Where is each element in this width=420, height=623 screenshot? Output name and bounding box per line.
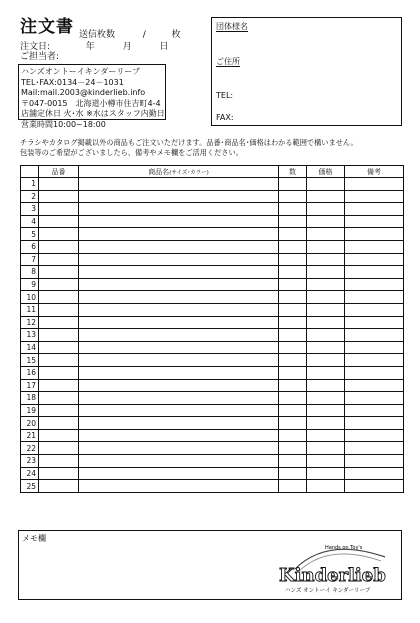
table-row: [21, 467, 404, 480]
qty-cell[interactable]: [279, 354, 307, 367]
remarks-cell[interactable]: [345, 392, 404, 405]
table-row: [21, 253, 404, 266]
row-number: 17: [21, 379, 39, 392]
qty-cell[interactable]: [279, 228, 307, 241]
year-label: 年: [85, 42, 95, 52]
fax-count-slash: /: [142, 30, 146, 40]
name-cell[interactable]: [79, 354, 279, 367]
remarks-cell[interactable]: [345, 341, 404, 354]
code-cell[interactable]: [39, 240, 79, 253]
memo-box: [18, 530, 402, 600]
row-number: 4: [21, 215, 39, 228]
name-cell[interactable]: [79, 178, 279, 191]
table-row: [21, 366, 404, 379]
qty-cell[interactable]: [279, 366, 307, 379]
price-cell[interactable]: [307, 316, 345, 329]
code-cell[interactable]: [39, 178, 79, 191]
customer-tel-label: TEL:: [216, 91, 234, 100]
remarks-cell[interactable]: [345, 480, 404, 493]
logo-tagline: Hands on Toy's: [325, 545, 363, 551]
row-number: 8: [21, 266, 39, 279]
code-cell[interactable]: [39, 404, 79, 417]
qty-cell[interactable]: [279, 215, 307, 228]
code-cell[interactable]: [39, 291, 79, 304]
row-number: 2: [21, 190, 39, 203]
code-cell[interactable]: [39, 467, 79, 480]
price-cell[interactable]: [307, 228, 345, 241]
code-cell[interactable]: [39, 429, 79, 442]
price-cell[interactable]: [307, 341, 345, 354]
order-note: [20, 138, 410, 158]
name-cell[interactable]: [79, 417, 279, 430]
code-cell[interactable]: [39, 417, 79, 430]
name-cell[interactable]: [79, 190, 279, 203]
price-cell[interactable]: [307, 329, 345, 342]
table-row: [21, 203, 404, 216]
fax-count-label: 送信枚数: [79, 30, 116, 40]
price-cell[interactable]: [307, 354, 345, 367]
fax-count-unit: 枚: [171, 30, 181, 40]
qty-cell[interactable]: [279, 190, 307, 203]
qty-cell[interactable]: [279, 266, 307, 279]
shop-closed-days: 店舗定休日 火･水 ※水はスタッフ内勤日: [21, 109, 165, 119]
table-row: [21, 417, 404, 430]
staff-label: ご担当者:: [20, 52, 60, 62]
table-row: [21, 354, 404, 367]
name-cell[interactable]: [79, 392, 279, 405]
qty-cell[interactable]: [279, 316, 307, 329]
qty-cell[interactable]: [279, 455, 307, 468]
table-row: [21, 266, 404, 279]
qty-cell[interactable]: [279, 329, 307, 342]
table-row: [21, 480, 404, 493]
qty-cell[interactable]: [279, 467, 307, 480]
code-cell[interactable]: [39, 266, 79, 279]
code-cell[interactable]: [39, 228, 79, 241]
table-row: [21, 429, 404, 442]
remarks-cell[interactable]: [345, 291, 404, 304]
name-cell[interactable]: [79, 442, 279, 455]
order-note-line: チラシやカタログ掲載以外の商品もご注文いただけます。品番･商品名･価格はわかる範囲で構いません。: [20, 138, 358, 147]
price-cell[interactable]: [307, 291, 345, 304]
code-cell[interactable]: [39, 303, 79, 316]
table-row: [21, 228, 404, 241]
price-cell[interactable]: [307, 467, 345, 480]
table-row: [21, 442, 404, 455]
row-number: 23: [21, 455, 39, 468]
qty-cell[interactable]: [279, 253, 307, 266]
shop-hours: 営業時間10:00~18:00: [21, 119, 106, 129]
row-number: 11: [21, 303, 39, 316]
remarks-cell[interactable]: [345, 429, 404, 442]
row-number: 3: [21, 203, 39, 216]
table-row: [21, 316, 404, 329]
name-cell[interactable]: [79, 316, 279, 329]
remarks-cell[interactable]: [345, 303, 404, 316]
code-cell[interactable]: [39, 480, 79, 493]
price-cell[interactable]: [307, 266, 345, 279]
remarks-cell[interactable]: [345, 354, 404, 367]
qty-cell[interactable]: [279, 392, 307, 405]
price-cell[interactable]: [307, 366, 345, 379]
table-row: [21, 240, 404, 253]
price-cell[interactable]: [307, 480, 345, 493]
qty-cell[interactable]: [279, 404, 307, 417]
customer-org-label: 団体様名: [216, 22, 248, 31]
price-cell[interactable]: [307, 429, 345, 442]
column-header-no: [21, 166, 39, 178]
code-cell[interactable]: [39, 278, 79, 291]
name-cell[interactable]: [79, 366, 279, 379]
code-cell[interactable]: [39, 442, 79, 455]
table-row: [21, 278, 404, 291]
code-cell[interactable]: [39, 253, 79, 266]
customer-info-box: [211, 17, 402, 126]
qty-cell[interactable]: [279, 341, 307, 354]
price-cell[interactable]: [307, 215, 345, 228]
code-cell[interactable]: [39, 190, 79, 203]
remarks-cell[interactable]: [345, 178, 404, 191]
table-row: [21, 303, 404, 316]
name-cell[interactable]: [79, 467, 279, 480]
remarks-cell[interactable]: [345, 253, 404, 266]
qty-cell[interactable]: [279, 417, 307, 430]
row-number: 16: [21, 366, 39, 379]
remarks-cell[interactable]: [345, 278, 404, 291]
name-cell[interactable]: [79, 429, 279, 442]
code-cell[interactable]: [39, 354, 79, 367]
remarks-cell[interactable]: [345, 404, 404, 417]
row-number: 10: [21, 291, 39, 304]
day-label: 日: [159, 42, 169, 52]
name-cell[interactable]: [79, 203, 279, 216]
remarks-cell[interactable]: [345, 203, 404, 216]
name-cell[interactable]: [79, 278, 279, 291]
row-number: 19: [21, 404, 39, 417]
price-cell[interactable]: [307, 178, 345, 191]
remarks-cell[interactable]: [345, 266, 404, 279]
remarks-cell[interactable]: [345, 467, 404, 480]
row-number: 20: [21, 417, 39, 430]
month-label: 月: [122, 42, 132, 52]
shop-tel-fax: TEL･FAX:0134－24－1031: [21, 77, 124, 87]
qty-cell[interactable]: [279, 429, 307, 442]
row-number: 5: [21, 228, 39, 241]
customer-address-label: ご住所: [216, 57, 240, 66]
price-cell[interactable]: [307, 442, 345, 455]
row-number: 22: [21, 442, 39, 455]
column-header-qty: 数: [279, 166, 307, 178]
customer-fax-label: FAX:: [216, 113, 234, 122]
name-cell[interactable]: [79, 291, 279, 304]
name-cell[interactable]: [79, 253, 279, 266]
order-table-body: [21, 178, 404, 493]
qty-cell[interactable]: [279, 303, 307, 316]
price-cell[interactable]: [307, 203, 345, 216]
column-header-name-sub: (サイズ･カラー): [169, 169, 209, 176]
table-row: [21, 329, 404, 342]
row-number: 18: [21, 392, 39, 405]
price-cell[interactable]: [307, 417, 345, 430]
code-cell[interactable]: [39, 366, 79, 379]
name-cell[interactable]: [79, 240, 279, 253]
column-header-code: 品番: [39, 166, 79, 178]
row-number: 9: [21, 278, 39, 291]
document-title: 注文書: [20, 17, 74, 37]
name-cell[interactable]: [79, 480, 279, 493]
name-cell[interactable]: [79, 341, 279, 354]
table-row: [21, 178, 404, 191]
price-cell[interactable]: [307, 455, 345, 468]
price-cell[interactable]: [307, 303, 345, 316]
shop-mail: Mail:mail.2003@kinderlieb.info: [21, 88, 146, 98]
table-row: [21, 455, 404, 468]
row-number: 14: [21, 341, 39, 354]
table-row: [21, 404, 404, 417]
row-number: 13: [21, 329, 39, 342]
remarks-cell[interactable]: [345, 455, 404, 468]
row-number: 24: [21, 467, 39, 480]
qty-cell[interactable]: [279, 379, 307, 392]
shop-info-box: [18, 64, 166, 129]
table-row: [21, 379, 404, 392]
price-cell[interactable]: [307, 190, 345, 203]
price-cell[interactable]: [307, 278, 345, 291]
name-cell[interactable]: [79, 404, 279, 417]
code-cell[interactable]: [39, 215, 79, 228]
price-cell[interactable]: [307, 253, 345, 266]
qty-cell[interactable]: [279, 203, 307, 216]
row-number: 7: [21, 253, 39, 266]
row-number: 15: [21, 354, 39, 367]
code-cell[interactable]: [39, 203, 79, 216]
row-number: 1: [21, 178, 39, 191]
name-cell[interactable]: [79, 379, 279, 392]
name-cell[interactable]: [79, 228, 279, 241]
column-header-remarks: 備考: [345, 166, 404, 178]
logo-kana: ハンズ オントーイ キンダーリーブ: [285, 588, 371, 594]
qty-cell[interactable]: [279, 240, 307, 253]
order-note-line: 包装等のご希望がございましたら、備考やメモ欄をご活用ください。: [20, 148, 243, 157]
name-cell[interactable]: [79, 329, 279, 342]
table-row: [21, 215, 404, 228]
shop-address: 〒047-0015 北海道小樽市住吉町4-4: [21, 98, 161, 108]
table-row: [21, 392, 404, 405]
table-row: [21, 341, 404, 354]
row-number: 6: [21, 240, 39, 253]
name-cell[interactable]: [79, 266, 279, 279]
row-number: 12: [21, 316, 39, 329]
column-header-name: [79, 166, 279, 178]
order-date-label: 注文日:: [20, 42, 51, 52]
remarks-cell[interactable]: [345, 442, 404, 455]
code-cell[interactable]: [39, 316, 79, 329]
remarks-cell[interactable]: [345, 417, 404, 430]
row-number: 21: [21, 429, 39, 442]
shop-name: ハンズオントーイキンダーリーブ: [21, 67, 140, 76]
price-cell[interactable]: [307, 240, 345, 253]
column-header-name-main: 商品名: [148, 167, 170, 176]
code-cell[interactable]: [39, 379, 79, 392]
qty-cell[interactable]: [279, 442, 307, 455]
qty-cell[interactable]: [279, 480, 307, 493]
table-row: [21, 190, 404, 203]
table-row: [21, 291, 404, 304]
name-cell[interactable]: [79, 215, 279, 228]
price-cell[interactable]: [307, 404, 345, 417]
name-cell[interactable]: [79, 455, 279, 468]
logo-wordmark: Kinderlieb: [279, 565, 386, 586]
order-table: [20, 165, 404, 493]
remarks-cell[interactable]: [345, 190, 404, 203]
remarks-cell[interactable]: [345, 316, 404, 329]
remarks-cell[interactable]: [345, 215, 404, 228]
remarks-cell[interactable]: [345, 329, 404, 342]
memo-label: メモ欄: [22, 534, 46, 543]
code-cell[interactable]: [39, 455, 79, 468]
qty-cell[interactable]: [279, 291, 307, 304]
code-cell[interactable]: [39, 392, 79, 405]
table-header-row: [21, 166, 404, 178]
qty-cell[interactable]: [279, 178, 307, 191]
row-number: 25: [21, 480, 39, 493]
price-cell[interactable]: [307, 379, 345, 392]
code-cell[interactable]: [39, 329, 79, 342]
remarks-cell[interactable]: [345, 228, 404, 241]
name-cell[interactable]: [79, 303, 279, 316]
kinderlieb-logo: [277, 535, 395, 595]
column-header-price: 価格: [307, 166, 345, 178]
price-cell[interactable]: [307, 392, 345, 405]
remarks-cell[interactable]: [345, 379, 404, 392]
qty-cell[interactable]: [279, 278, 307, 291]
remarks-cell[interactable]: [345, 366, 404, 379]
remarks-cell[interactable]: [345, 240, 404, 253]
code-cell[interactable]: [39, 341, 79, 354]
